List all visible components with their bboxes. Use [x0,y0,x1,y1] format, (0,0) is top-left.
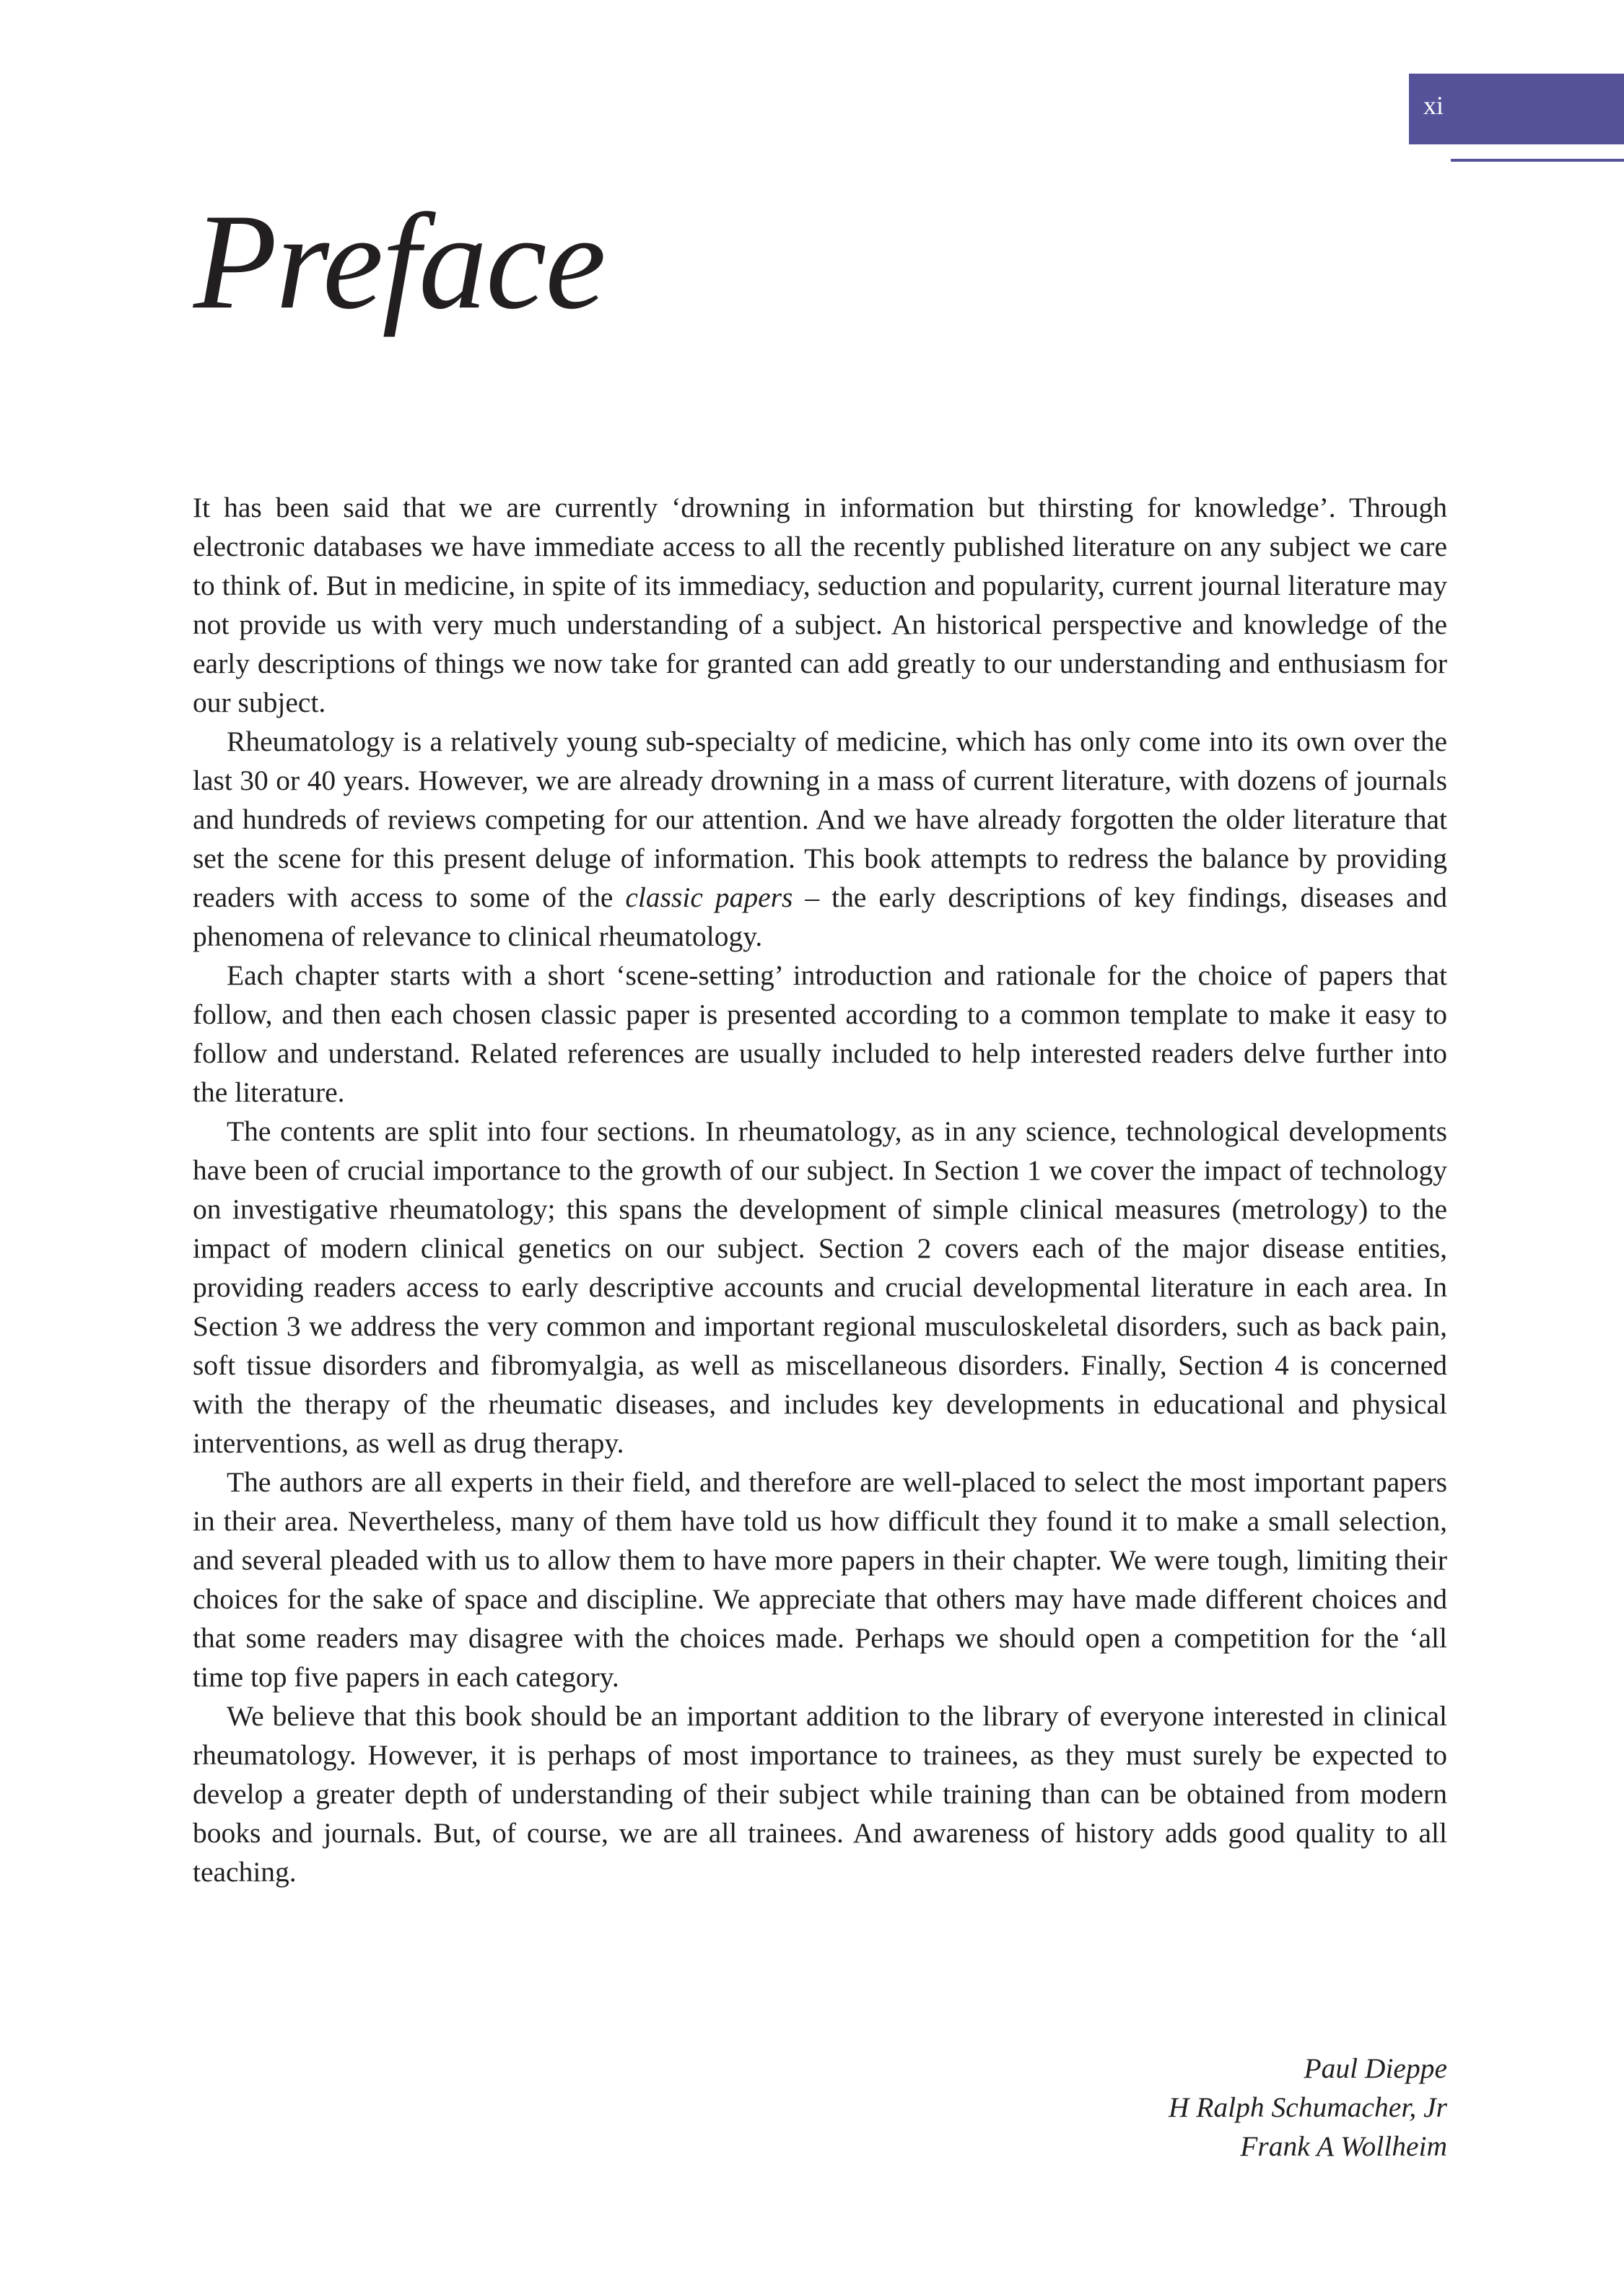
paragraph-2-after: – the early descriptions of key findings, diseases and phenomena of relevance to clinical rheumatology. [193,881,1447,952]
paragraph-1: It has been said that we are currently ‘drowning in information but thirsting for knowledge’. Through electronic databases we have immediate access to all the recently published literature on any subject we care to think of. But in medicine, in spite of its immediacy, seduction and popularity, current journal literature may not provide us with very much understanding of a subject. An historical perspective and knowledge of the early descriptions of things we now take for granted can add greatly to our understanding and enthusiasm for our subject. [193,492,1447,718]
signature-1: Paul Dieppe [1304,2052,1447,2084]
page-title: Preface [193,186,605,338]
paragraph-3: Each chapter starts with a short ‘scene-setting’ introduction and rationale for the choice of papers that follow, and then each chosen classic paper is presented according to a common template to make it easy to follow and understand. Related references are usually included to help interested readers delve further into the literature. [193,959,1447,1108]
paragraph-2-emphasis: classic papers [625,881,793,913]
paragraph-2 [193,722,1447,956]
header-rule [1451,159,1624,162]
signature-2: H Ralph Schumacher, Jr [1168,2091,1447,2123]
page-number: xi [1423,91,1444,120]
preface-body [193,488,1447,1891]
paragraph-4: The contents are split into four sections. In rheumatology, as in any science, technological developments have been of crucial importance to the growth of our subject. In Section 1 we cover the impact of technology on investigative rheumatology; this spans the development of simple clinical measures (metrology) to the impact of modern clinical genetics on our subject. Section 2 covers each of the major disease entities, providing readers access to early descriptive accounts and crucial developmental literature in each area. In Section 3 we address the very common and important regional musculoskeletal disorders, such as back pain, soft tissue disorders and fibromyalgia, as well as miscellaneous disorders. Finally, Section 4 is concerned with the therapy of the rheumatic diseases, and includes key developments in educational and physical interventions, as well as drug therapy. [193,1115,1447,1459]
signature-block [1169,2049,1447,2166]
paragraph-2-before: Rheumatology is a relatively young sub-specialty of medicine, which has only come into its own over the last 30 or 40 years. However, we are already drowning in a mass of current literature, with dozens of journals and hundreds of reviews competing for our attention. And we have already forgotten the older literature that set the scene for this present deluge of information. This book attempts to redress the balance by providing readers with access to some of the [193,726,1447,913]
signature-3: Frank A Wollheim [1240,2130,1447,2162]
page-number-tab [1409,74,1624,144]
paragraph-6: We believe that this book should be an important addition to the library of everyone interested in clinical rheumatology. However, it is perhaps of most importance to trainees, as they must surely be expected to develop a greater depth of understanding of their subject while training than can be obtained from modern books and journals. But, of course, we are all trainees. And awareness of history adds good quality to all teaching. [193,1700,1447,1888]
paragraph-5: The authors are all experts in their field, and therefore are well-placed to select the most important papers in their area. Nevertheless, many of them have told us how difficult they found it to make a small selection, and several pleaded with us to allow them to have more papers in their chapter. We were tough, limiting their choices for the sake of space and discipline. We appreciate that others may have made different choices and that some readers may disagree with the choices made. Perhaps we should open a competition for the ‘all time top five papers in each category. [193,1466,1447,1693]
